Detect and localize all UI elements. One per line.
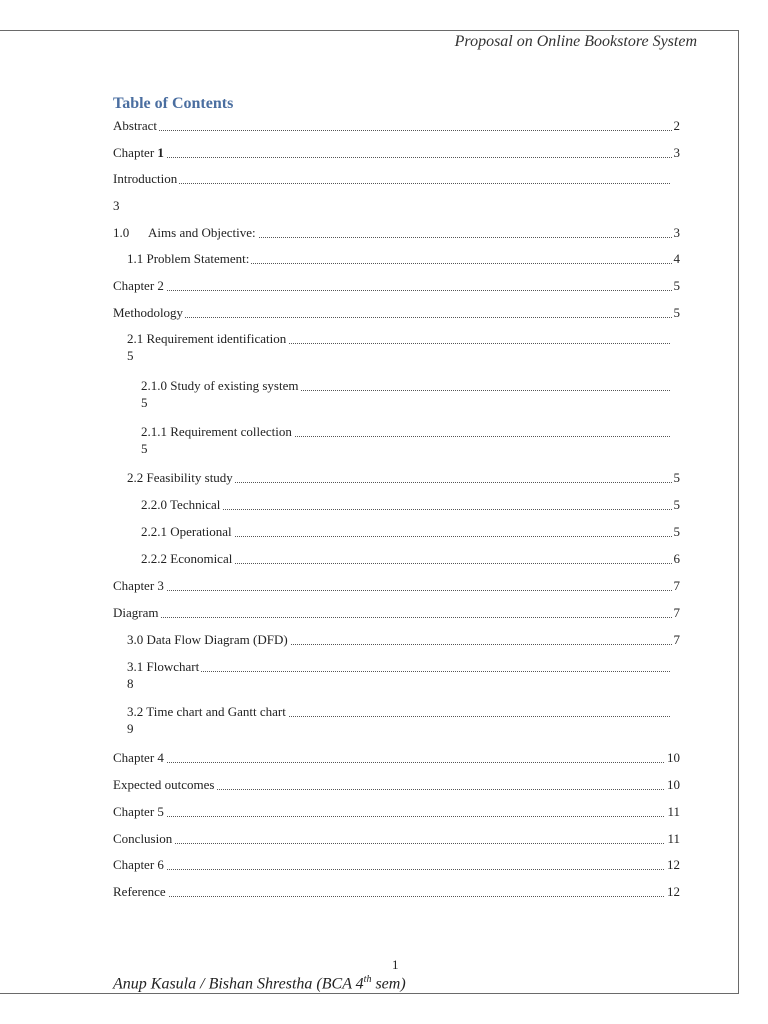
page-border-top	[0, 30, 739, 31]
toc-entry-label: Expected outcomes	[113, 777, 215, 792]
footer-authors-text: Anup Kasula / Bishan Shrestha (BCA 4	[113, 975, 364, 993]
toc-entry-page: 9	[127, 721, 134, 736]
footer-authors	[113, 974, 406, 993]
page-number: 1	[392, 957, 399, 972]
toc-entry-page: 5	[673, 524, 680, 539]
dot-leader	[113, 816, 680, 817]
toc-entry-label: Chapter 2	[113, 278, 164, 293]
toc-entry-study-existing-system[interactable]	[141, 378, 670, 412]
toc-entry-page: 10	[667, 750, 680, 765]
toc-entry-flowchart[interactable]	[127, 659, 670, 693]
toc-entry-page-wrapped: 3	[113, 198, 120, 213]
toc-entry-label: Diagram	[113, 605, 159, 620]
toc-entry-page: 6	[673, 551, 680, 566]
toc-entry-page: 11	[667, 804, 680, 819]
toc-entry-label: 2.2 Feasibility study	[127, 470, 233, 485]
toc-entry-page: 5	[673, 497, 680, 512]
toc-entry-time-gantt-chart[interactable]	[127, 704, 670, 738]
dot-leader	[113, 896, 680, 897]
toc-entry-page: 7	[673, 605, 680, 620]
dot-leader	[113, 843, 680, 844]
toc-heading: Table of Contents	[113, 95, 234, 112]
dot-leader	[113, 157, 680, 158]
toc-entry-label: Chapter 6	[113, 857, 164, 872]
toc-entry-label: 3.1 Flowchart	[127, 659, 200, 674]
toc-entry-label: 2.1.0 Study of existing system	[141, 378, 299, 393]
toc-entry-label: Reference	[113, 884, 166, 899]
dot-leader	[113, 130, 680, 131]
toc-entry-label: 2.2.2 Economical	[141, 551, 233, 566]
toc-entry-requirement-collection[interactable]	[141, 424, 670, 458]
toc-entry-label-bold: 1	[157, 145, 164, 160]
toc-entry-label: 2.2.1 Operational	[141, 524, 232, 539]
toc-entry-label: Conclusion	[113, 831, 173, 846]
toc-entry-page: 3	[673, 225, 680, 240]
dot-leader	[113, 290, 680, 291]
toc-entry-label: Methodology	[113, 305, 184, 320]
toc-entry-label: 1.0 Aims and Objective:	[113, 225, 256, 240]
toc-entry-page: 10	[667, 777, 680, 792]
toc-entry-label: 1.1 Problem Statement:	[127, 251, 250, 266]
toc-entry-page: 5	[127, 348, 134, 363]
dot-leader	[113, 183, 670, 184]
toc-entry-page: 7	[673, 632, 680, 647]
toc-entry-label: Chapter 4	[113, 750, 164, 765]
toc-entry-label: 2.2.0 Technical	[141, 497, 221, 512]
toc-entry-label: 2.1.1 Requirement collection	[141, 424, 292, 439]
toc-entry-page: 2	[673, 118, 680, 133]
dot-leader	[127, 671, 670, 672]
toc-entry-page: 11	[667, 831, 680, 846]
dot-leader	[113, 590, 680, 591]
toc-entry-page: 5	[673, 305, 680, 320]
toc-entry-page: 4	[673, 251, 680, 266]
toc-entry-label: 3.2 Time chart and Gantt chart	[127, 704, 286, 719]
page-border-right	[738, 30, 739, 993]
toc-entry-page: 5	[141, 395, 148, 410]
toc-entry-label: Chapter 3	[113, 578, 164, 593]
dot-leader	[113, 617, 680, 618]
footer-superscript: th	[363, 974, 372, 985]
toc-entry-label: Chapter 5	[113, 804, 164, 819]
toc-entry-page: 7	[673, 578, 680, 593]
toc-entry-page: 5	[673, 278, 680, 293]
toc-entry-label: 3.0 Data Flow Diagram (DFD)	[127, 632, 288, 647]
toc-entry-label	[113, 145, 166, 161]
toc-entry-requirement-identification[interactable]	[127, 331, 670, 365]
toc-entry-label: Abstract	[113, 118, 158, 133]
toc-entry-page: 5	[141, 441, 148, 456]
toc-entry-page: 8	[127, 676, 134, 691]
footer-suffix: sem)	[371, 975, 406, 993]
toc-entry-label-text: Chapter	[113, 145, 158, 160]
toc-entry-label: Introduction	[113, 171, 178, 186]
header-title: Proposal on Online Bookstore System	[454, 33, 697, 50]
toc-entry-page: 12	[667, 857, 680, 872]
toc-entry-page: 5	[673, 470, 680, 485]
toc-entry-page: 12	[667, 884, 680, 899]
dot-leader	[113, 317, 680, 318]
dot-leader	[113, 762, 680, 763]
toc-entry-label: 2.1 Requirement identification	[127, 331, 287, 346]
toc-entry-page: 3	[673, 145, 680, 160]
dot-leader	[113, 869, 680, 870]
